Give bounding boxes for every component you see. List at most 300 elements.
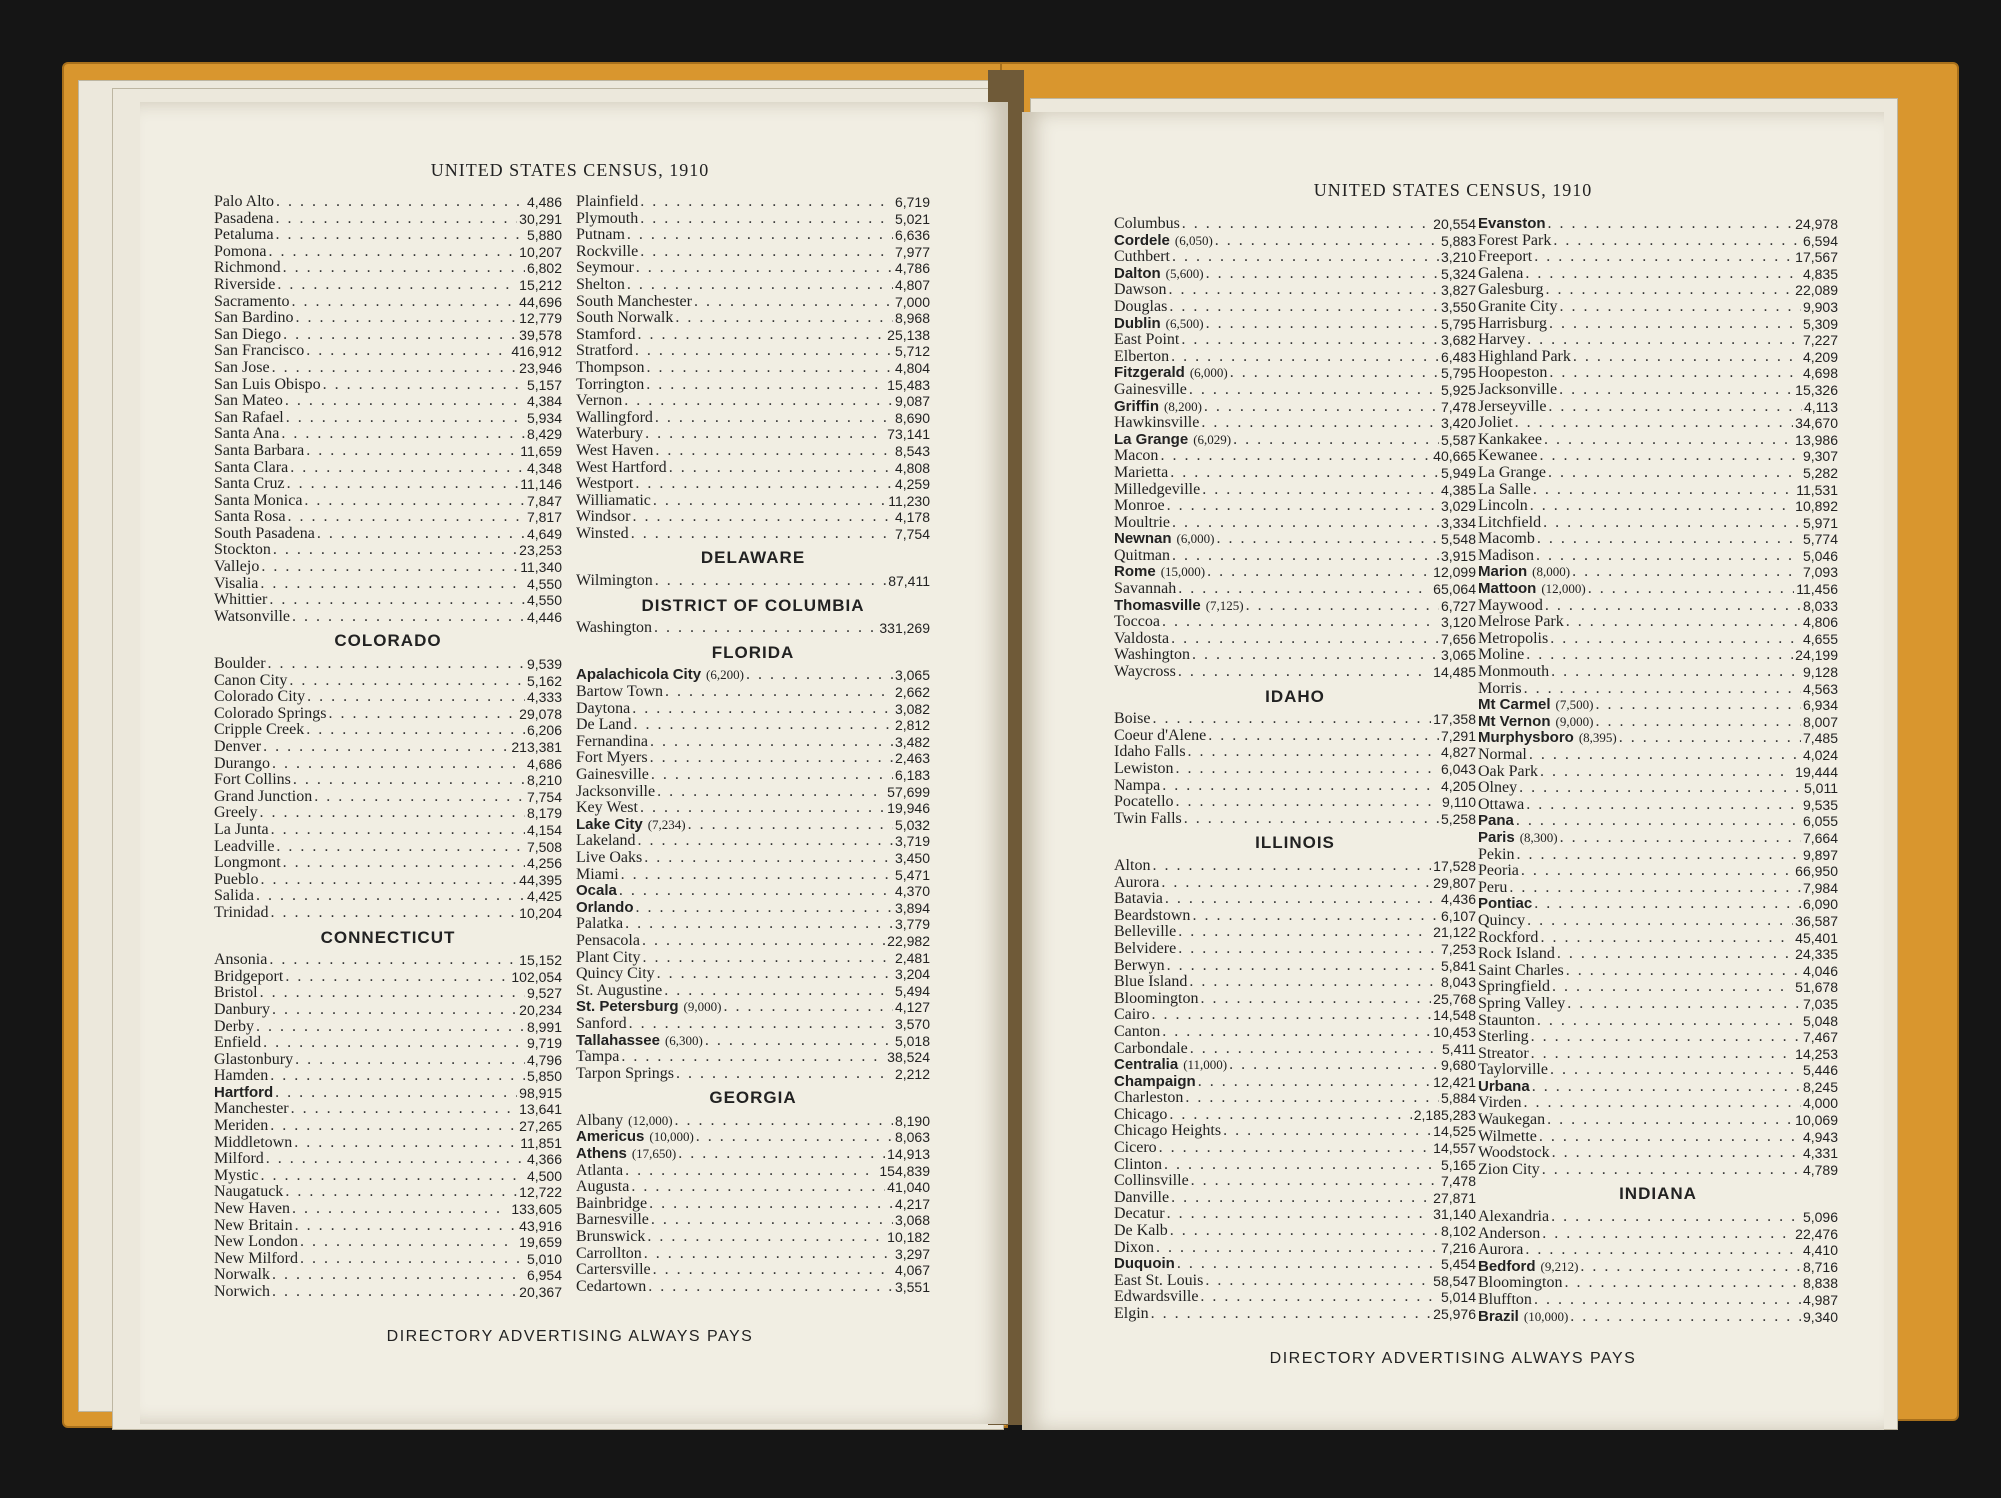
city-population: 3,120 [1440, 614, 1476, 631]
dot-leader [631, 1179, 885, 1196]
city-name: La Grange [1478, 463, 1546, 481]
city-name: Key West [576, 799, 638, 817]
city-name: Fort Myers [576, 749, 648, 767]
city-population: 17,358 [1433, 711, 1476, 728]
city-name: De Kalb [1114, 1222, 1168, 1240]
city-population: 9,719 [526, 1035, 562, 1052]
city-population: 3,482 [894, 733, 930, 750]
dot-leader [1588, 581, 1794, 598]
city-population-note: (6,000) [1176, 531, 1215, 547]
city-name: Cicero [1114, 1139, 1157, 1157]
city-name: Colorado City [214, 688, 306, 706]
city-population: 7,664 [1802, 829, 1838, 846]
city-name: Augusta [576, 1178, 630, 1196]
dot-leader [1534, 1292, 1801, 1309]
city-name: Wilmette [1478, 1127, 1537, 1145]
city-name: Atlanta [576, 1161, 624, 1179]
dot-leader [1542, 1162, 1801, 1179]
city-entry [576, 227, 930, 244]
city-population: 39,578 [519, 326, 562, 343]
city-population: 5,795 [1440, 315, 1476, 332]
city-name: Waycross [1114, 663, 1176, 681]
city-population-note: (11,000) [1183, 1057, 1228, 1073]
city-population-note: (9,000) [1555, 713, 1594, 729]
city-name: Athens [576, 1145, 627, 1163]
dot-leader [1534, 896, 1801, 913]
city-population: 5,712 [894, 343, 930, 360]
city-entry [576, 1279, 930, 1296]
city-name: Danville [1114, 1188, 1170, 1206]
city-entry [214, 1085, 562, 1102]
dot-leader [285, 393, 525, 410]
city-population: 7,508 [526, 838, 562, 855]
city-name: New London [214, 1233, 298, 1251]
city-name: Live Oaks [576, 848, 643, 866]
city-entry [1114, 1273, 1476, 1290]
city-name: Colorado Springs [214, 704, 327, 722]
dot-leader [638, 327, 886, 344]
dot-leader [323, 377, 525, 394]
city-name: Mt Carmel [1478, 696, 1551, 714]
city-entry [1114, 778, 1476, 795]
dot-leader [1168, 282, 1439, 299]
city-name: Berwyn [1114, 956, 1165, 974]
city-name: Brunswick [576, 1228, 646, 1246]
city-population: 9,340 [1802, 1308, 1838, 1325]
dot-leader [270, 1118, 517, 1135]
city-name: New Britain [214, 1216, 293, 1234]
dot-leader [1167, 1206, 1432, 1223]
city-name: Carrollton [576, 1244, 642, 1262]
dot-leader [1167, 958, 1439, 975]
city-population: 7,485 [1802, 730, 1838, 747]
dot-leader [1233, 432, 1439, 449]
city-entry [576, 950, 930, 967]
dot-leader [1208, 728, 1439, 745]
city-name: Monmouth [1478, 663, 1550, 681]
city-population-note: (5,600) [1165, 265, 1204, 281]
city-entry [1478, 1275, 1838, 1292]
city-population: 6,636 [894, 227, 930, 244]
city-name: Danbury [214, 1000, 270, 1018]
city-entry [1478, 747, 1838, 764]
city-entry [1478, 946, 1838, 963]
city-name: Collinsville [1114, 1172, 1189, 1190]
dot-leader [1156, 1240, 1439, 1257]
city-entry [576, 1016, 930, 1033]
city-population-note: (8,000) [1532, 564, 1571, 580]
dot-leader [1572, 564, 1801, 581]
city-name: Chicago [1114, 1105, 1168, 1123]
dot-leader [1152, 858, 1431, 875]
city-name: Westport [576, 475, 634, 493]
state-heading: GEORGIA [709, 1088, 797, 1108]
city-entry [576, 1066, 930, 1083]
left-page [140, 102, 1008, 1424]
city-name: Champaign [1114, 1072, 1196, 1090]
dot-leader [1515, 415, 1794, 432]
city-entry [1114, 266, 1476, 283]
city-population: 66,950 [1795, 863, 1838, 880]
dot-leader [269, 952, 517, 969]
dot-leader [1564, 1275, 1801, 1292]
city-population: 19,444 [1795, 763, 1838, 780]
dot-leader [1566, 963, 1801, 980]
city-name: Canon City [214, 671, 288, 689]
city-entry [1478, 979, 1838, 996]
city-population: 3,570 [894, 1015, 930, 1032]
city-population: 5,471 [894, 866, 930, 883]
city-name: St. Augustine [576, 981, 663, 999]
city-population: 8,063 [894, 1129, 930, 1146]
city-population: 4,786 [894, 260, 930, 277]
dot-leader [1540, 764, 1793, 781]
city-population: 44,395 [519, 871, 562, 888]
dot-leader [651, 767, 893, 784]
city-entry [1478, 216, 1838, 233]
city-population: 4,806 [1802, 614, 1838, 631]
state-heading: CONNECTICUT [320, 927, 456, 947]
city-entry [214, 211, 562, 228]
city-name: Morris [1478, 679, 1522, 697]
city-population: 5,841 [1440, 957, 1476, 974]
city-name: Petaluma [214, 226, 274, 244]
city-entry [1478, 1029, 1838, 1046]
dot-leader [1551, 664, 1801, 681]
city-population: 5,883 [1440, 232, 1476, 249]
dot-leader [263, 1035, 525, 1052]
city-population-note: (6,029) [1193, 431, 1232, 447]
city-entry [214, 905, 562, 922]
city-population: 4,348 [526, 459, 562, 476]
city-entry [1478, 913, 1838, 930]
city-entry [1114, 958, 1476, 975]
city-population: 7,467 [1802, 1029, 1838, 1046]
dot-leader [1529, 747, 1801, 764]
city-entry [214, 476, 562, 493]
state-heading: DELAWARE [700, 548, 806, 568]
city-entry [214, 260, 562, 277]
city-name: New Milford [214, 1249, 298, 1267]
city-population: 6,719 [894, 194, 930, 210]
city-entry [1478, 880, 1838, 897]
city-population: 27,265 [519, 1118, 562, 1135]
city-entry [1478, 863, 1838, 880]
city-name: Hamden [214, 1067, 269, 1085]
city-name: Lakeland [576, 832, 636, 850]
dot-leader [1189, 382, 1439, 399]
city-entry [214, 1135, 562, 1152]
city-entry [214, 822, 562, 839]
city-name: Gainesville [1114, 380, 1187, 398]
dot-leader [268, 244, 517, 261]
city-entry [1114, 1190, 1476, 1207]
city-name: Pana [1478, 812, 1514, 830]
dot-leader [260, 1168, 525, 1185]
city-population: 29,807 [1433, 874, 1476, 891]
city-entry [576, 343, 930, 360]
dot-leader [1171, 349, 1439, 366]
city-population: 34,670 [1795, 415, 1838, 432]
city-entry [576, 667, 930, 684]
city-entry [576, 244, 930, 261]
dot-leader [275, 1085, 517, 1102]
dot-leader [1524, 681, 1801, 698]
city-name: Richmond [214, 259, 281, 277]
dot-leader [644, 1246, 893, 1263]
dot-leader [1525, 1242, 1801, 1259]
city-name: Harrisburg [1478, 314, 1548, 332]
dot-leader [272, 756, 525, 773]
dot-leader [1162, 778, 1439, 795]
dot-leader [1161, 875, 1431, 892]
city-name: Daytona [576, 699, 631, 717]
city-name: Edwardsville [1114, 1288, 1199, 1306]
city-name: Sterling [1478, 1028, 1529, 1046]
city-name: Gainesville [576, 766, 649, 783]
dot-leader [636, 260, 893, 277]
city-name: Hoopeston [1478, 364, 1548, 382]
dot-leader [1534, 249, 1793, 266]
city-name: West Hartford [576, 458, 667, 476]
city-entry [1478, 448, 1838, 465]
dot-leader [657, 966, 893, 983]
dot-leader [272, 1002, 517, 1019]
city-population: 11,659 [520, 442, 562, 459]
dot-leader [1188, 744, 1439, 761]
city-population-note: (8,395) [1578, 730, 1617, 746]
city-name: Santa Clara [214, 458, 289, 476]
city-population: 5,774 [1802, 531, 1838, 548]
city-population: 7,253 [1440, 940, 1476, 957]
dot-leader [272, 360, 518, 377]
city-entry [576, 493, 930, 510]
city-name: Derby [214, 1017, 254, 1035]
city-name: Stockton [214, 541, 271, 559]
city-entry [576, 684, 930, 701]
city-name: Griffin [1114, 397, 1159, 415]
dot-leader [631, 526, 893, 543]
city-entry [1114, 728, 1476, 745]
city-population: 3,894 [894, 899, 930, 916]
city-entry [1114, 858, 1476, 875]
city-name: Tallahassee [576, 1031, 660, 1049]
city-entry [576, 1033, 930, 1050]
city-name: Carbondale [1114, 1039, 1188, 1057]
dot-leader [1519, 780, 1802, 797]
dot-leader [1192, 908, 1439, 925]
city-entry [576, 410, 930, 427]
city-population: 4,698 [1802, 365, 1838, 382]
dot-leader [1552, 979, 1793, 996]
dot-leader [665, 684, 893, 701]
city-entry [214, 739, 562, 756]
dot-leader [1171, 631, 1439, 648]
city-population: 10,182 [887, 1229, 930, 1246]
dot-leader [619, 883, 893, 900]
city-entry [1114, 448, 1476, 465]
city-name: Valdosta [1114, 629, 1170, 647]
city-entry [1114, 282, 1476, 299]
city-name: Peru [1478, 878, 1508, 896]
city-name: Cuthbert [1114, 248, 1170, 266]
dot-leader [1540, 930, 1793, 947]
city-name: Bedford [1478, 1257, 1536, 1275]
city-entry [576, 573, 930, 590]
city-entry [1114, 908, 1476, 925]
city-population: 43,916 [519, 1217, 562, 1234]
city-entry [1114, 664, 1476, 681]
dot-leader [1178, 941, 1439, 958]
city-name: Douglas [1114, 297, 1168, 315]
city-name: Zion City [1478, 1160, 1540, 1178]
city-entry [576, 509, 930, 526]
city-entry [576, 1262, 930, 1279]
city-entry [214, 277, 562, 294]
city-entry [1114, 744, 1476, 761]
city-entry [1114, 614, 1476, 631]
dot-leader [1566, 614, 1801, 631]
city-name: De Land [576, 716, 632, 734]
city-population: 8,210 [526, 772, 562, 789]
city-population: 3,682 [1440, 332, 1476, 349]
city-population: 12,779 [519, 310, 562, 327]
city-population: 27,871 [1433, 1189, 1476, 1206]
state-heading: DISTRICT OF COLUMBIA [641, 595, 865, 615]
dot-leader [1178, 664, 1431, 681]
city-entry [1478, 813, 1838, 830]
city-entry [1478, 1259, 1838, 1276]
city-name: Glastonbury [214, 1050, 294, 1068]
dot-leader [1190, 1041, 1440, 1058]
city-population: 25,768 [1433, 990, 1476, 1007]
city-population: 5,046 [1802, 547, 1838, 564]
city-name: Visalia [214, 574, 259, 592]
city-entry [214, 609, 562, 626]
city-population: 7,977 [894, 243, 930, 260]
dot-leader [1552, 1145, 1801, 1162]
city-population: 4,046 [1802, 962, 1838, 979]
city-population-note: (7,234) [647, 816, 686, 832]
dot-leader [300, 1251, 525, 1268]
city-population: 4,987 [1802, 1292, 1838, 1308]
dot-leader [688, 817, 893, 834]
city-name: Stratford [576, 342, 633, 360]
city-population: 8,007 [1802, 713, 1838, 730]
city-population-note: (6,050) [1174, 232, 1213, 248]
city-population: 4,205 [1440, 777, 1476, 794]
city-name: Litchfield [1478, 513, 1542, 531]
city-name: Bluffton [1478, 1291, 1532, 1308]
city-name: Plymouth [576, 209, 639, 227]
city-name: Pensacola [576, 931, 640, 949]
city-entry [576, 476, 930, 493]
city-entry [576, 916, 930, 933]
city-name: Cairo [1114, 1006, 1150, 1024]
city-name: Plainfield [576, 193, 639, 210]
city-population: 3,029 [1440, 498, 1476, 515]
city-population: 5,587 [1440, 431, 1476, 448]
city-entry [576, 310, 930, 327]
city-entry [576, 620, 930, 637]
dot-leader [1595, 714, 1801, 731]
city-population: 3,827 [1440, 282, 1476, 299]
city-name: Milford [214, 1150, 264, 1168]
dot-leader [1162, 1024, 1431, 1041]
city-name: South Pasadena [214, 524, 315, 542]
city-entry [214, 244, 562, 261]
dot-leader [669, 460, 893, 477]
city-entry [1478, 415, 1838, 432]
city-name: Bainbridge [576, 1194, 648, 1212]
city-population: 6,483 [1440, 348, 1476, 365]
city-entry [576, 526, 930, 543]
dot-leader [1540, 448, 1801, 465]
dot-leader [635, 476, 893, 493]
city-population: 8,429 [526, 426, 562, 443]
city-name: Anderson [1478, 1224, 1541, 1242]
city-population: 25,138 [887, 326, 930, 343]
city-population: 7,227 [1802, 332, 1838, 349]
city-entry [214, 1201, 562, 1218]
dot-leader [640, 244, 893, 261]
city-population: 5,850 [526, 1068, 562, 1085]
dot-leader [1182, 216, 1431, 233]
city-entry [214, 294, 562, 311]
city-population: 13,641 [519, 1101, 562, 1118]
city-name: Nampa [1114, 776, 1161, 794]
city-name: Marietta [1114, 463, 1169, 481]
city-population: 8,690 [894, 409, 930, 426]
dot-leader [1178, 581, 1431, 598]
city-population: 4,370 [894, 883, 930, 900]
city-entry [576, 211, 930, 228]
dot-leader [1230, 365, 1439, 382]
city-entry [1478, 730, 1838, 747]
right-page-column-2 [1478, 216, 1838, 1325]
city-entry [1478, 1095, 1838, 1112]
state-heading: FLORIDA [711, 642, 795, 662]
city-entry [1478, 1209, 1838, 1226]
city-population: 2,481 [894, 949, 930, 966]
city-entry [1114, 564, 1476, 581]
city-population: 22,982 [887, 932, 930, 949]
dot-leader [621, 867, 893, 884]
city-name: Naugatuck [214, 1183, 284, 1201]
city-entry [1114, 316, 1476, 333]
dot-leader [1536, 548, 1801, 565]
dot-leader [276, 839, 525, 856]
city-population: 4,331 [1802, 1145, 1838, 1162]
city-name: La Grange [1114, 430, 1189, 448]
city-entry [1478, 1162, 1838, 1179]
dot-leader [696, 1129, 893, 1146]
city-entry [1478, 1062, 1838, 1079]
dot-leader [1184, 811, 1439, 828]
city-name: Madison [1478, 546, 1534, 564]
city-population: 9,535 [1802, 796, 1838, 813]
city-entry [576, 393, 930, 410]
dot-leader [1165, 891, 1439, 908]
city-population: 29,078 [519, 705, 562, 722]
city-name: Maywood [1478, 596, 1543, 614]
city-name: Murphysboro [1478, 729, 1574, 747]
dot-leader [1246, 598, 1439, 615]
dot-leader [1191, 1173, 1439, 1190]
dot-leader [1573, 349, 1801, 366]
city-name: Harvey [1478, 331, 1526, 349]
city-name: South Norwalk [576, 309, 674, 327]
